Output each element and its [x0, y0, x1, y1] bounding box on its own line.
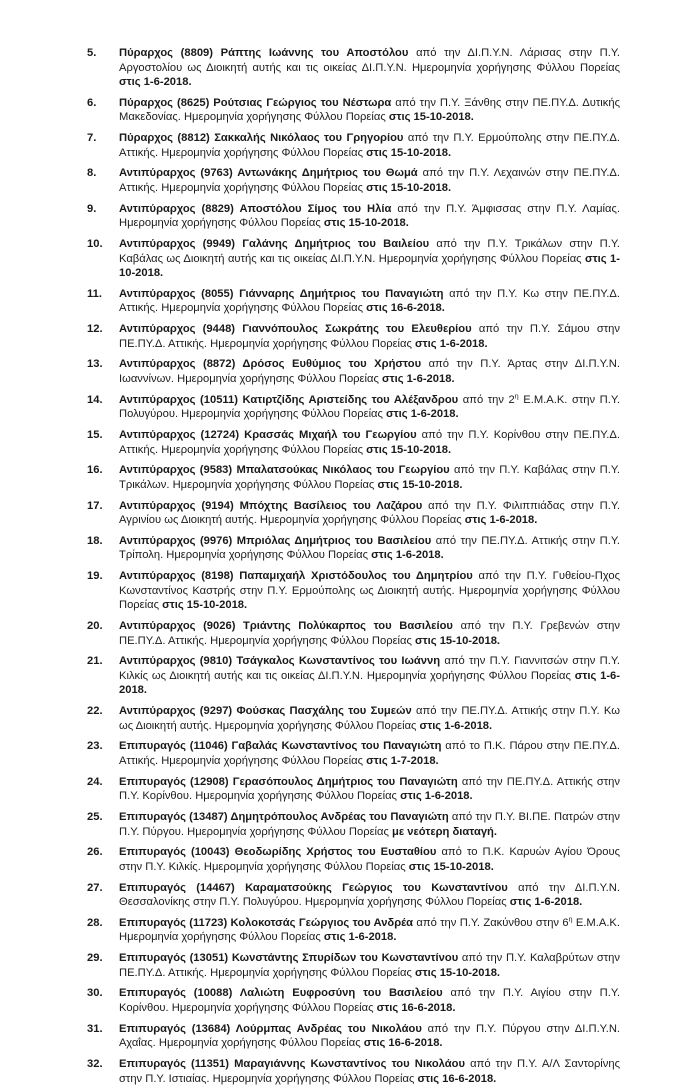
- officer-name: Αντιπύραρχος (9949) Γαλάνης Δημήτριος του Βαιλείου: [119, 238, 430, 250]
- transfer-text: από την Π.Υ. Άμφισσας στην Π.Υ. Λαμίας. Ημερομηνία χορήγησης Φύλλου Πορείας: [119, 202, 620, 230]
- transfer-text: από την Π.Υ. Γυθείου-Πχος Κωνσταντίνος Καστρής στην Π.Υ. Ερμούπολης ως Διοικητή αυτής. Ημερομηνία χορήγησης Φύλλου Πορείας: [119, 570, 620, 612]
- entry-number: 26.: [87, 846, 103, 859]
- list-item: [0, 951, 679, 980]
- officer-name: Αντιπύραρχος (8872) Δρόσος Ευθύμιος του Χρήστου: [119, 358, 422, 371]
- list-item: [0, 775, 679, 804]
- transfer-text: από την $2^\eta$ Ε.Μ.Α.Κ. στην Π.Υ. Πολυγύρου. Ημερομηνία χορήγησης Φύλλου Πορείας: [119, 392, 620, 421]
- entry-number: 21.: [87, 655, 103, 668]
- transfer-text: από την Π.Υ. Φιλιππιάδας στην Π.Υ. Αγρινίου ως Διοικητή αυτής. Ημερομηνία χορήγησης Φύλλου Πορείας: [119, 499, 620, 527]
- list-item: [0, 131, 679, 160]
- entry-number: 8.: [87, 167, 97, 180]
- entry-number: 16.: [87, 464, 103, 477]
- route-sheet-date: στις 1-6-2018.: [119, 76, 192, 89]
- route-sheet-date: στις 1-6-2018.: [400, 790, 473, 803]
- route-sheet-date: στις 16-6-2018.: [363, 1037, 443, 1050]
- transfer-text: από την Π.Υ. Τρικάλων στην Π.Υ. Καβάλας ως Διοικητή αυτής και τις οικείας ΔΙ.Π.Υ.Ν. Ημερομηνία χορήγησης Φύλλου Πορείας: [119, 238, 620, 265]
- transfer-text: από την ΠΕ.ΠΥ.Δ. Αττικής στην Π.Υ. Κω ως Διοικητή αυτής. Ημερομηνία χορήγησης Φύλλου Πορείας: [119, 705, 620, 732]
- transfer-text: από την Π.Υ. Ζακύνθου στην $6^\eta$ Ε.Μ.Α.Κ. Ημερομηνία χορήγησης Φύλλου Πορείας: [119, 916, 620, 944]
- transfer-text: από την Π.Υ. Ξάνθης στην ΠΕ.ΠΥ.Δ. Δυτικής Μακεδονίας. Ημερομηνία χορήγησης Φύλλου Πορείας: [119, 96, 620, 124]
- list-item: [0, 202, 679, 231]
- route-sheet-date: στις 15-10-2018.: [323, 217, 409, 230]
- list-item: [0, 237, 679, 281]
- entry-number: 9.: [87, 202, 97, 215]
- officer-name: Επιπυραγός (13487) Δημητρόπουλος Ανδρέας του Παναγιώτη: [119, 811, 449, 823]
- list-item: [0, 96, 679, 125]
- list-item: [0, 569, 679, 613]
- transfer-text: από την Π.Υ. Κω στην ΠΕ.ΠΥ.Δ. Αττικής. Ημερομηνία χορήγησης Φύλλου Πορείας: [119, 287, 620, 315]
- officer-name: Επιπυραγός (13684) Λούρμπας Ανδρέας του Νικολάου: [119, 1022, 422, 1035]
- transfer-text: από την ΔΙ.Π.Υ.Ν. Λάρισας στην Π.Υ. Αργοστολίου ως Διοικητή αυτής και τις οικείας ΔΙ.Π.Υ.Ν. Ημερομηνία χορήγησης Φύλλου Πορείας: [119, 47, 620, 74]
- route-sheet-date: στις 1-6-2018.: [415, 337, 488, 350]
- route-sheet-date: στις 1-6-2018.: [323, 931, 397, 944]
- entry-number: 20.: [87, 620, 103, 632]
- transfer-text: από την Π.Υ. Α/Λ Σαντορίνης στην Π.Υ. Ιστιαίας. Ημερομηνία χορήγησης Φύλλου Πορείας: [119, 1057, 620, 1085]
- list-item: [0, 1022, 679, 1051]
- entry-number: 24.: [87, 775, 103, 788]
- officer-name: Αντιπύραρχος (9297) Φούσκας Πασχάλης του Συμεών: [119, 705, 412, 718]
- list-item: [0, 463, 679, 492]
- officer-name: Επιπυραγός (14467) Καραματσούκης Γεώργιος του Κωνσταντίνου: [119, 881, 508, 894]
- list-item: [0, 845, 679, 874]
- officer-name: Επιπυραγός (13051) Κωνστάντης Σπυρίδων του Κωνσταντίνου: [119, 952, 459, 965]
- transfer-text: από την Π.Υ. Ερμούπολης στην ΠΕ.ΠΥ.Δ. Αττικής. Ημερομηνία χορήγησης Φύλλου Πορείας: [119, 132, 621, 159]
- route-sheet-date: στις 15-10-2018.: [366, 443, 452, 456]
- route-sheet-date: στις 15-10-2018.: [366, 182, 452, 195]
- entry-number: 25.: [87, 811, 103, 823]
- officer-name: Αντιπύραρχος (9026) Τριάντης Πολύκαρπος του Βασιλείου: [119, 620, 453, 632]
- list-item: [0, 287, 679, 316]
- list-item: [0, 916, 679, 945]
- entry-number: 23.: [87, 740, 103, 753]
- route-sheet-date: στις 1-6-2018.: [371, 549, 444, 562]
- entry-number: 27.: [87, 881, 103, 894]
- officer-name: Αντιπύραρχος (9763) Αντωνάκης Δημήτριος του Θωμά: [119, 167, 418, 180]
- list-item: [0, 534, 679, 563]
- transfer-text: από το Π.Κ. Καρυών Αγίου Όρους στην Π.Υ. Κιλκίς. Ημερομηνία χορήγησης Φύλλου Πορείας: [119, 846, 620, 873]
- route-sheet-date: στις 1-6-2018.: [509, 896, 583, 909]
- entry-number: 31.: [87, 1022, 103, 1035]
- entry-number: 22.: [87, 705, 103, 718]
- officer-name: Πύραρχος (8625) Ρούτσιας Γεώργιος του Νέστωρα: [119, 96, 392, 109]
- route-sheet-date: στις 15-10-2018.: [377, 478, 463, 491]
- route-sheet-date: στις 15-10-2018.: [388, 111, 474, 124]
- officer-name: Αντιπύραρχος (9448) Γιαννόπουλος Σωκράτης του Ελευθερίου: [119, 323, 472, 336]
- transfer-text: από την Π.Υ. Πύργου στην ΔΙ.Π.Υ.Ν. Αχαΐας. Ημερομηνία χορήγησης Φύλλου Πορείας: [119, 1022, 621, 1050]
- entry-number: 19.: [87, 570, 103, 583]
- transfer-text: από την Π.Υ. Σάμου στην ΠΕ.ΠΥ.Δ. Αττικής. Ημερομηνία χορήγησης Φύλλου Πορείας: [119, 323, 620, 350]
- route-sheet-date: στις 1-7-2018.: [366, 755, 439, 768]
- transfer-text: από την Π.Υ. Κορίνθου στην ΠΕ.ΠΥ.Δ. Αττικής. Ημερομηνία χορήγησης Φύλλου Πορείας: [119, 429, 620, 456]
- entry-number: 7.: [87, 132, 97, 145]
- officer-name: Αντιπύραρχος (8198) Παπαμιχαήλ Χριστόδουλος του Δημητρίου: [119, 570, 473, 583]
- route-sheet-date: στις 1-6-2018.: [119, 669, 620, 697]
- officer-name: Επιπυραγός (12908) Γερασόπουλος Δημήτριος του Παναγιώτη: [119, 775, 458, 788]
- route-sheet-date: στις 1-6-2018.: [386, 408, 459, 421]
- officer-name: Επιπυραγός (11351) Μαραγιάννης Κωνσταντίνος του Νικολάου: [119, 1057, 465, 1070]
- officer-name: Επιπυραγός (11723) Κολοκοτσάς Γεώργιος του Ανδρέα: [119, 916, 414, 929]
- entry-number: 14.: [87, 393, 103, 406]
- officer-name: Επιπυραγός (10088) Λαλιώτη Ευφροσύνη του Βασιλείου: [119, 987, 443, 1000]
- list-item: [0, 499, 679, 528]
- transfer-text: από την Π.Υ. Αιγίου στην Π.Υ. Κορίνθου. Ημερομηνία χορήγησης Φύλλου Πορείας: [119, 987, 620, 1014]
- list-item: [0, 654, 679, 698]
- list-item: [0, 166, 679, 195]
- route-sheet-date: στις 15-10-2018.: [366, 146, 452, 159]
- officer-name: Πύραρχος (8809) Ράπτης Ιωάννης του Αποστόλου: [119, 47, 409, 59]
- list-item: [0, 1057, 679, 1086]
- officer-name: Αντιπύραρχος (10511) Κατιρτζίδης Αριστείδης του Αλέξανδρου: [119, 393, 459, 406]
- entry-number: 29.: [87, 952, 103, 965]
- entry-number: 32.: [87, 1057, 103, 1070]
- route-sheet-date: στις 16-6-2018.: [417, 1072, 497, 1085]
- transfer-text: από την Π.Υ. Καλαβρύτων στην ΠΕ.ΠΥ.Δ. Αττικής. Ημερομηνία χορήγησης Φύλλου Πορείας: [119, 952, 620, 979]
- officer-name: Αντιπύραρχος (12724) Κρασσάς Μιχαήλ του Γεωργίου: [119, 429, 417, 441]
- transfer-text: από το Π.Κ. Πάρου στην ΠΕ.ΠΥ.Δ. Αττικής. Ημερομηνία χορήγησης Φύλλου Πορείας: [119, 740, 620, 768]
- transfer-text: από την ΠΕ.ΠΥ.Δ. Αττικής στην Π.Υ. Τρίπολη. Ημερομηνία χορήγησης Φύλλου Πορείας: [119, 534, 620, 562]
- officer-name: Αντιπύραρχος (9976) Μπριόλας Δημήτριος του Βασιλείου: [119, 534, 432, 547]
- entry-number: 11.: [87, 287, 102, 300]
- entry-number: 13.: [87, 358, 103, 371]
- entry-number: 17.: [87, 499, 103, 512]
- officer-name: Αντιπύραρχος (9810) Τσάγκαλος Κωνσταντίνος του Ιωάννη: [119, 655, 441, 668]
- officer-name: Επιπυραγός (11046) Γαβαλάς Κωνσταντίνος του Παναγιώτη: [119, 740, 442, 753]
- entry-number: 28.: [87, 916, 103, 929]
- entry-number: 10.: [87, 238, 103, 250]
- route-sheet-date: με νεότερη διαταγή.: [392, 825, 497, 838]
- entry-number: 15.: [87, 429, 103, 441]
- transfer-text: από την Π.Υ. ΒΙ.ΠΕ. Πατρών στην Π.Υ. Πύργου. Ημερομηνία χορήγησης Φύλλου Πορείας: [119, 811, 620, 838]
- route-sheet-date: στις 1-6-2018.: [464, 514, 538, 527]
- list-item: [0, 46, 679, 90]
- route-sheet-date: στις 15-10-2018.: [415, 966, 501, 979]
- list-item: [0, 357, 679, 386]
- route-sheet-date: στις 15-10-2018.: [162, 599, 248, 612]
- transfer-text: από την ΔΙ.Π.Υ.Ν. Θεσσαλονίκης στην Π.Υ. Πολυγύρου. Ημερομηνία χορήγησης Φύλλου Πορείας: [119, 881, 620, 909]
- document-body: [0, 46, 679, 1092]
- list-item: [0, 393, 679, 422]
- transfer-text: από την Π.Υ. Άρτας στην ΔΙ.Π.Υ.Ν. Ιωαννίνων. Ημερομηνία χορήγησης Φύλλου Πορείας: [119, 358, 620, 386]
- list-item: [0, 986, 679, 1015]
- route-sheet-date: στις 1-10-2018.: [119, 252, 620, 280]
- route-sheet-date: στις 15-10-2018.: [408, 860, 494, 873]
- transfer-text: από την Π.Υ. Λεχαινών στην ΠΕ.ΠΥ.Δ. Αττικής. Ημερομηνία χορήγησης Φύλλου Πορείας: [119, 167, 621, 195]
- transfer-text: από την Π.Υ. Γρεβενών στην ΠΕ.ΠΥ.Δ. Αττικής. Ημερομηνία χορήγησης Φύλλου Πορείας: [119, 620, 620, 647]
- officer-name: Επιπυραγός (10043) Θεοδωρίδης Χρήστος του Ευσταθίου: [119, 846, 437, 859]
- entry-number: 30.: [87, 987, 103, 1000]
- entry-number: 6.: [87, 96, 97, 109]
- transfer-text: από την Π.Υ. Καβάλας στην Π.Υ. Τρικάλων. Ημερομηνία χορήγησης Φύλλου Πορείας: [119, 464, 620, 491]
- list-item: [0, 704, 679, 733]
- entry-number: 5.: [87, 47, 97, 59]
- route-sheet-date: στις 16-6-2018.: [376, 1002, 456, 1014]
- entry-number: 12.: [87, 323, 103, 336]
- route-sheet-date: στις 15-10-2018.: [415, 634, 501, 647]
- officer-name: Αντιπύραρχος (9583) Μπαλατσούκας Νικόλαος του Γεωργίου: [119, 464, 450, 477]
- list-item: [0, 810, 679, 839]
- officer-name: Αντιπύραρχος (8829) Αποστόλου Σίμος του Ηλία: [119, 202, 392, 215]
- officer-name: Αντιπύραρχος (8055) Γιάνναρης Δημήτριος του Παναγιώτη: [119, 287, 444, 300]
- officer-name: Πύραρχος (8812) Σακκαλής Νικόλαος του Γρηγορίου: [119, 132, 404, 145]
- transfer-text: από την Π.Υ. Γιαννιτσών στην Π.Υ. Κιλκίς ως Διοικητή αυτής και τις οικείας ΔΙ.Π.Υ.Ν. Ημερομηνία χορήγησης Φύλλου Πορείας: [119, 655, 620, 682]
- route-sheet-date: στις 1-6-2018.: [381, 373, 455, 386]
- list-item: [0, 322, 679, 351]
- route-sheet-date: στις 1-6-2018.: [419, 719, 493, 732]
- list-item: [0, 428, 679, 457]
- entry-number: 18.: [87, 534, 103, 547]
- list-item: [0, 881, 679, 910]
- route-sheet-date: στις 16-6-2018.: [366, 302, 445, 315]
- list-item: [0, 739, 679, 768]
- officer-name: Αντιπύραρχος (9194) Μπόχτης Βασίλειος του Λαζάρου: [119, 499, 423, 512]
- list-item: [0, 619, 679, 648]
- transfer-text: από την ΠΕ.ΠΥ.Δ. Αττικής στην Π.Υ. Κορίνθου. Ημερομηνία χορήγησης Φύλλου Πορείας: [119, 775, 620, 803]
